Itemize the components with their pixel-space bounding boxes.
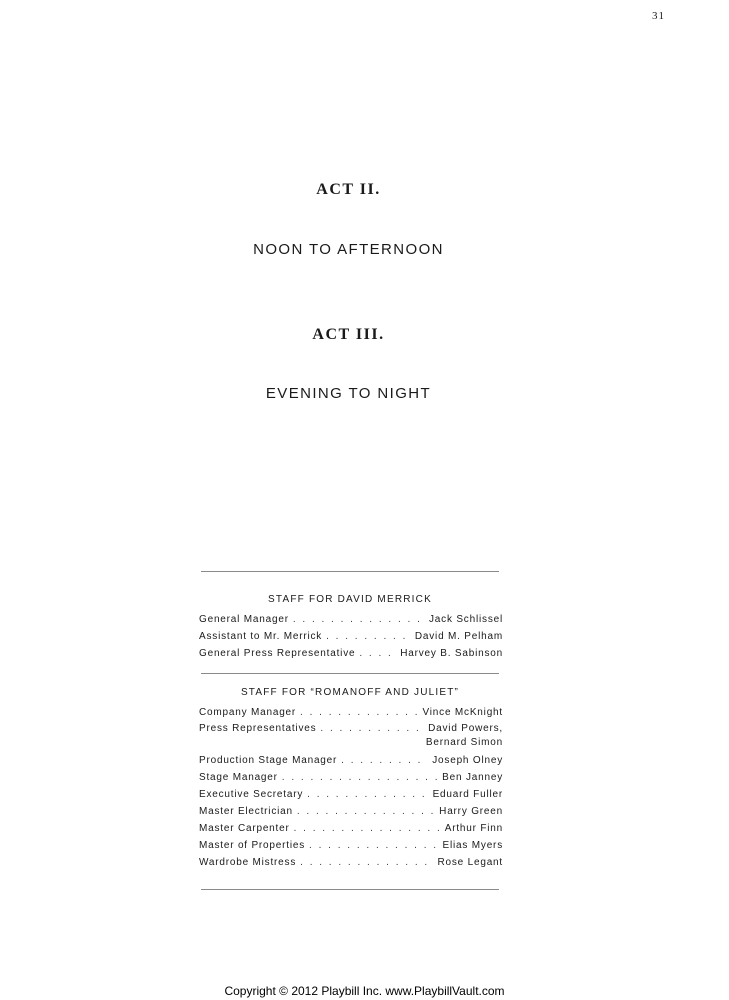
staff-name: Arthur Finn [444, 823, 503, 834]
staff-role: General Press Representative [199, 648, 356, 659]
dot-leader [282, 769, 438, 786]
staff-name: Jack Schlissel [429, 614, 503, 625]
staff-row [199, 854, 503, 871]
staff-name: Ben Janney [442, 772, 503, 783]
staff-row [199, 611, 503, 628]
staff-row [199, 645, 503, 662]
staff-show-list [199, 704, 503, 871]
staff-name: Joseph Olney [432, 755, 503, 766]
staff-name: Eduard Fuller [432, 789, 503, 800]
divider-rule-top [201, 571, 499, 572]
staff-name: Elias Myers [442, 840, 503, 851]
dot-leader [320, 722, 421, 736]
dot-leader [300, 704, 418, 721]
staff-row [199, 752, 503, 769]
staff-role: Master of Properties [199, 840, 306, 851]
staff-role: Executive Secretary [199, 789, 304, 800]
dot-leader [309, 837, 438, 854]
staff-row [199, 837, 503, 854]
staff-row [199, 769, 503, 786]
staff-name: Harry Green [439, 806, 503, 817]
staff-name: David M. Pelham [414, 631, 503, 642]
staff-role: Stage Manager [199, 772, 278, 783]
staff-name: Vince McKnight [422, 707, 503, 718]
dot-leader [307, 786, 428, 803]
dot-leader [293, 611, 425, 628]
staff-merrick-list [199, 611, 503, 662]
staff-row [199, 803, 503, 820]
staff-row [199, 820, 503, 837]
dot-leader [297, 803, 435, 820]
staff-name-line-1: David Powers, [428, 723, 503, 734]
staff-show-heading: STAFF FOR “ROMANOFF AND JULIET” [240, 687, 460, 698]
staff-role: Wardrobe Mistress [199, 857, 297, 868]
staff-role: Company Manager [199, 707, 297, 718]
staff-name: Harvey B. Sabinson [400, 648, 503, 659]
staff-merrick-heading: STAFF FOR DAVID MERRICK [268, 594, 432, 605]
staff-name-line-2: Bernard Simon [425, 737, 503, 748]
staff-role: General Manager [199, 614, 289, 625]
staff-role: Master Electrician [199, 806, 293, 817]
copyright-footer: Copyright © 2012 Playbill Inc. www.PlaybillVault.com [224, 984, 505, 998]
dot-leader [359, 645, 396, 662]
staff-row [199, 704, 503, 721]
staff-role: Press Representatives [199, 723, 317, 734]
staff-role: Assistant to Mr. Merrick [199, 631, 323, 642]
dot-leader [341, 752, 428, 769]
staff-name [426, 722, 503, 750]
staff-role: Production Stage Manager [199, 755, 338, 766]
dot-leader [326, 628, 411, 645]
act-3-subtitle: EVENING TO NIGHT [265, 385, 432, 402]
staff-row [199, 628, 503, 645]
act-2-subtitle: NOON TO AFTERNOON [253, 241, 444, 258]
divider-rule-bottom [201, 889, 499, 890]
page-number: 31 [652, 10, 665, 22]
staff-row [199, 721, 503, 752]
staff-row [199, 786, 503, 803]
dot-leader [294, 820, 441, 837]
act-3-heading: ACT III. [312, 326, 385, 343]
divider-rule-middle [201, 673, 499, 674]
staff-name: Rose Legant [437, 857, 503, 868]
staff-role: Master Carpenter [199, 823, 290, 834]
dot-leader [300, 854, 433, 871]
act-2-heading: ACT II. [316, 181, 381, 198]
